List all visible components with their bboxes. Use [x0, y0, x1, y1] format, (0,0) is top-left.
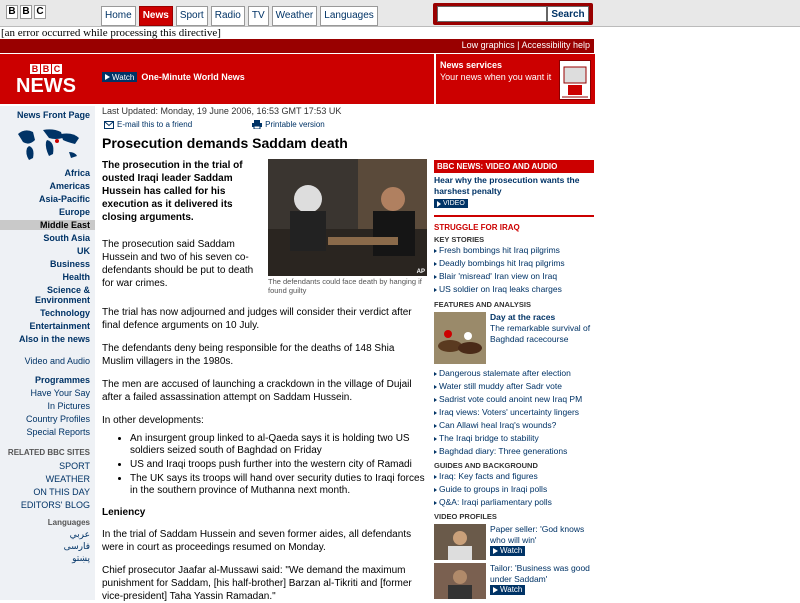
watch-label: Watch [112, 72, 135, 82]
news-services-title: News services [440, 60, 503, 70]
sidebar-item-europe[interactable]: Europe [58, 207, 90, 217]
list-item: • The UK says its troops will hand over security duties to Iraqi forces in the southern province of Muthanna next month. [130, 473, 427, 497]
logo-letter: B [20, 5, 32, 19]
tab-radio[interactable]: Radio [211, 6, 245, 26]
divider [434, 215, 594, 217]
search-box [433, 3, 593, 25]
play-icon [437, 201, 441, 207]
watch-label: Watch [500, 585, 523, 594]
sidebar-item-programmes[interactable]: Programmes [34, 375, 90, 385]
left-sidebar [0, 106, 95, 600]
tab-home[interactable]: Home [101, 6, 136, 26]
tab-languages[interactable]: Languages [320, 6, 378, 26]
language-arabic-link[interactable]: عربي [69, 529, 90, 539]
video-button[interactable] [434, 199, 468, 208]
play-icon [493, 587, 498, 593]
list-item[interactable]: Deadly bombings hit Iraq pilgrims [434, 257, 594, 270]
video-profile[interactable] [434, 524, 594, 560]
sidebar-item-have-your-say[interactable]: Have Your Say [30, 388, 90, 398]
profile-title[interactable]: Tailor: 'Business was good under Saddam' [490, 562, 590, 584]
masthead [0, 54, 434, 104]
related-on-this-day-link[interactable]: ON THIS DAY [33, 487, 90, 497]
list-item[interactable]: Q&A: Iraqi parliamentary polls [434, 496, 594, 509]
video-label: VIDEO [443, 200, 465, 207]
play-icon [105, 74, 110, 80]
top-navigation-bar [0, 0, 800, 27]
sidebar-item-technology[interactable]: Technology [40, 308, 90, 318]
email-label: E-mail this to a friend [117, 120, 193, 129]
article-paragraph: The prosecution said Saddam Hussein and two of his seven co-defendants should be put to death for war crimes. [102, 239, 254, 289]
logo-letter: B [31, 64, 39, 74]
lead-photo [268, 159, 427, 276]
language-persian-link[interactable]: فارسی [63, 541, 90, 551]
tab-tv[interactable]: TV [248, 6, 269, 26]
article-paragraph: The trial has now adjourned and judges will consider their verdict after final defence arguments on 10 July. [102, 307, 412, 331]
related-sites-heading: RELATED BBC SITES [7, 448, 90, 457]
accessibility-help-link[interactable]: Accessibility help [521, 40, 590, 50]
last-updated: Last Updated: Monday, 19 June 2006, 16:53 GMT 17:53 UK [102, 106, 342, 116]
language-pashto-link[interactable]: پښتو [72, 553, 90, 563]
guides-list [434, 470, 594, 509]
tab-news[interactable]: News [139, 6, 173, 26]
list-item[interactable]: Water still muddy after Sadr vote [434, 380, 594, 393]
tab-sport[interactable]: Sport [176, 6, 208, 26]
video-story-link[interactable]: Hear why the prosecution wants the harshest penalty [434, 175, 580, 196]
sidebar-item-americas[interactable]: Americas [49, 181, 90, 191]
search-input[interactable] [437, 6, 547, 22]
logo-letter: C [34, 5, 46, 19]
article-paragraph: Chief prosecutor Jaafar al-Mussawi said: "We demand the maximum punishment for Saddam, [his half-brother] Barzan al-Tikriti and [former vice-president] Taha Yassin Ramadan." [102, 565, 412, 602]
headline: Prosecution demands Saddam death [102, 135, 348, 151]
site-tabs [101, 6, 378, 26]
printer-icon [252, 120, 262, 129]
devices-icon [559, 60, 591, 100]
sidebar-item-science-environment[interactable]: Science & Environment [34, 285, 90, 305]
logo-letter: B [42, 64, 50, 74]
sidebar-item-also-in-news[interactable]: Also in the news [18, 334, 90, 344]
developments-list [102, 433, 427, 497]
feature-subtitle: The remarkable survival of Baghdad racecourse [490, 322, 591, 344]
list-item: • An insurgent group linked to al-Qaeda says it is holding two US soldiers seized south of Baghdad on Friday [130, 433, 427, 457]
sidebar-item-business[interactable]: Business [49, 259, 90, 269]
video-profiles-heading: VIDEO PROFILES [434, 511, 497, 521]
key-stories-heading: KEY STORIES [434, 234, 485, 244]
sidebar-item-asia-pacific[interactable]: Asia-Pacific [38, 194, 90, 204]
article-paragraph: In other developments: [102, 415, 204, 426]
sidebar-item-africa[interactable]: Africa [64, 168, 90, 178]
languages-heading: Languages [47, 518, 90, 527]
print-label: Printable version [265, 120, 325, 129]
watch-button[interactable] [490, 585, 525, 595]
guides-heading: GUIDES AND BACKGROUND [434, 460, 538, 470]
envelope-icon [104, 121, 114, 129]
error-directive-message: [an error occurred while processing this directive] [1, 27, 221, 39]
sidebar-item-entertainment[interactable]: Entertainment [29, 321, 90, 331]
article-paragraph: The men are accused of launching a crackdown in the village of Dujail after a failed assassination attempt on Saddam Hussein. [102, 379, 412, 403]
key-stories-list [434, 244, 594, 296]
news-wordmark: NEWS [16, 75, 76, 97]
tailor-thumbnail [434, 563, 486, 599]
sidebar-item-country-profiles[interactable]: Country Profiles [25, 414, 90, 424]
list-item[interactable]: Sadrist vote could anoint new Iraq PM [434, 393, 594, 406]
list-item[interactable]: Baghdad diary: Three generations [434, 445, 594, 458]
related-editors-blog-link[interactable]: EDITORS' BLOG [20, 500, 90, 510]
list-item[interactable]: The Iraqi bridge to stability [434, 432, 594, 445]
sidebar-item-uk[interactable]: UK [77, 246, 90, 256]
article-paragraph: The defendants deny being responsible for the deaths of 148 Shia Muslim villagers in the 1980s. [102, 343, 395, 367]
separator: | [517, 40, 520, 50]
watch-label: Watch [500, 546, 523, 555]
sidebar-item-special-reports[interactable]: Special Reports [26, 427, 90, 437]
sidebar-item-south-asia[interactable]: South Asia [43, 233, 90, 243]
bbc-news-logo[interactable] [16, 64, 76, 96]
logo-letter: B [6, 5, 18, 19]
list-item[interactable]: Iraq: Key facts and figures [434, 470, 594, 483]
watch-button[interactable] [102, 72, 137, 82]
one-minute-news-link[interactable] [102, 72, 245, 82]
list-item[interactable]: US soldier on Iraq leaks charges [434, 283, 594, 296]
article-paragraph: In the trial of Saddam Hussein and seven former aides, all defendants were in court as proceedings resumed on Monday. [102, 529, 412, 553]
article-intro: The prosecution in the trial of ousted Iraqi leader Saddam Hussein has called for his execution as it delivered its closing arguments. [102, 160, 243, 223]
sidebar-item-health[interactable]: Health [62, 272, 90, 282]
list-item[interactable]: Iraq views: Voters' uncertainty lingers [434, 406, 594, 419]
horse-race-thumbnail [434, 312, 486, 364]
low-graphics-link[interactable]: Low graphics [461, 40, 515, 50]
bbc-logo[interactable] [6, 5, 46, 19]
features-heading: FEATURES AND ANALYSIS [434, 299, 531, 309]
list-item[interactable]: Can Allawi heal Iraq's wounds? [434, 419, 594, 432]
sidebar-item-front-page[interactable]: News Front Page [16, 110, 90, 120]
logo-letter: C [53, 64, 61, 74]
one-minute-label: One-Minute World News [141, 72, 245, 82]
utility-link-bar [0, 39, 594, 53]
news-services-subtitle: Your news when you want it [440, 72, 552, 82]
right-column [434, 160, 594, 602]
photo-caption: The defendants could face death by hanging if found guilty [268, 277, 422, 295]
list-item[interactable]: Guide to groups in Iraqi polls [434, 483, 594, 496]
struggle-for-iraq-heading[interactable]: STRUGGLE FOR IRAQ [434, 222, 520, 232]
sidebar-item-video-audio[interactable]: Video and Audio [24, 356, 90, 366]
profile-title[interactable]: Paper seller: 'God knows who will win' [490, 523, 585, 545]
sidebar-item-in-pictures[interactable]: In Pictures [47, 401, 90, 411]
photo-credit: AP [416, 269, 425, 275]
list-item[interactable]: Fresh bombings hit Iraq pilgrims [434, 244, 594, 257]
tab-weather[interactable]: Weather [272, 6, 318, 26]
watch-button[interactable] [490, 546, 525, 556]
paper-seller-thumbnail [434, 524, 486, 560]
feature-title[interactable]: Day at the races [490, 311, 556, 322]
news-services-promo[interactable] [435, 54, 595, 104]
search-button[interactable]: Search [547, 6, 589, 22]
list-item[interactable]: Blair 'misread' Iran view on Iraq [434, 270, 594, 283]
list-item[interactable]: Dangerous stalemate after election [434, 367, 594, 380]
email-friend-link[interactable] [104, 120, 192, 129]
video-audio-heading: BBC NEWS: VIDEO AND AUDIO [434, 160, 594, 173]
related-weather-link[interactable]: WEATHER [45, 474, 90, 484]
related-sport-link[interactable]: SPORT [59, 461, 90, 471]
article-tools [102, 120, 427, 129]
feature-promo[interactable] [434, 312, 594, 364]
article [102, 106, 427, 603]
world-map-icon[interactable] [13, 124, 83, 164]
list-item: • US and Iraqi troops push further into the western city of Ramadi [130, 459, 427, 471]
sidebar-item-middle-east[interactable]: Middle East [0, 220, 95, 230]
features-list [434, 367, 594, 458]
subheading: Leniency [102, 507, 146, 518]
printable-version-link[interactable] [252, 120, 325, 129]
video-profile[interactable] [434, 563, 594, 599]
play-icon [493, 548, 498, 554]
